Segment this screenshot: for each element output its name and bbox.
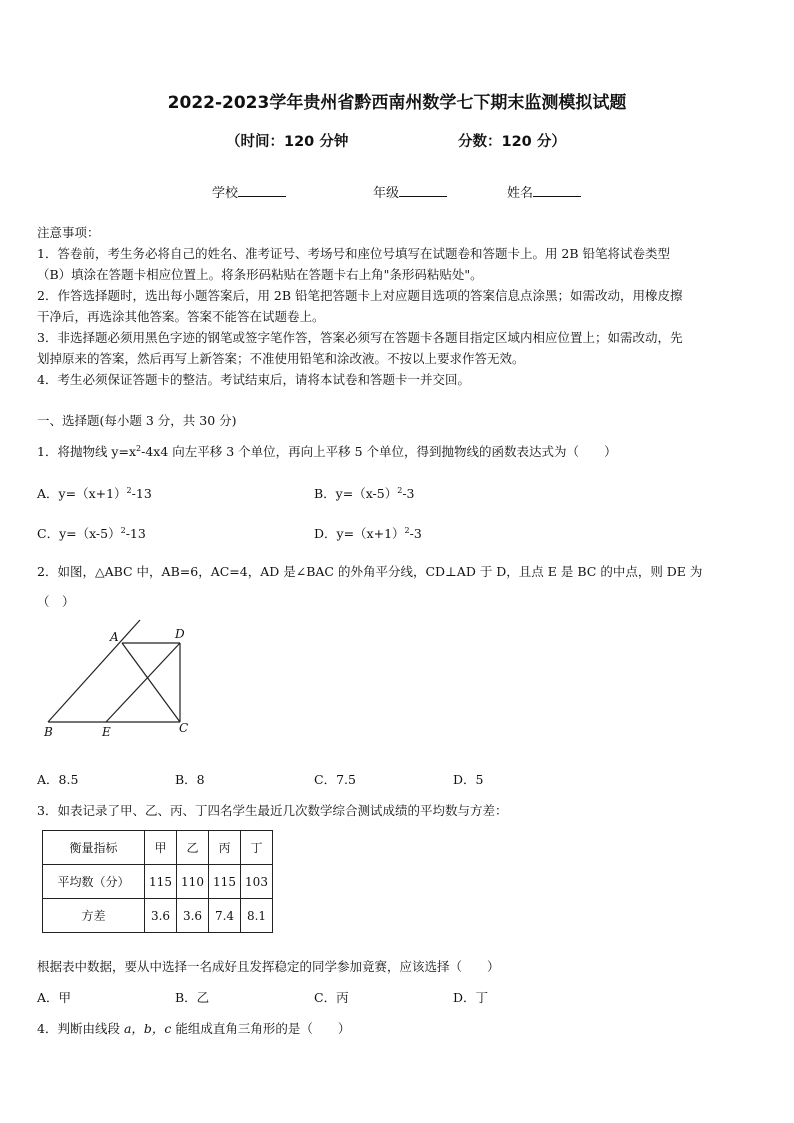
table-cell: 7.4: [209, 899, 241, 933]
school-blank[interactable]: [238, 184, 286, 197]
grade-label: 年级: [373, 186, 400, 201]
notes-heading: 注意事项：: [37, 225, 100, 240]
question-3-followup: 根据表中数据，要从中选择一名成好且发挥稳定的同学参加竟赛，应该选择（ ）: [37, 959, 500, 974]
school-label: 学校: [212, 186, 239, 201]
table-cell: 平均数（分）: [43, 865, 145, 899]
segment-vars: a，b，c: [123, 1021, 172, 1036]
note-line: 1．答卷前，考生务必将自己的姓名、准考证号、考场号和座位号填写在试题卷和答题卡上。用 2B 铅笔将试卷类型: [37, 246, 671, 261]
line-ac: [122, 643, 180, 722]
school-field[interactable]: [212, 182, 286, 201]
label-e: E: [102, 725, 111, 739]
table-header-cell: 衡量指标: [43, 831, 145, 865]
table-cell: 103: [241, 865, 273, 899]
name-label: 姓名: [507, 186, 534, 201]
section-heading: 一、选择题(每小题 3 分，共 30 分): [37, 413, 237, 428]
table-cell: 3.6: [145, 899, 177, 933]
q3-option-d[interactable]: D．丁: [453, 990, 489, 1005]
page-title: 2022-2023学年贵州省黔西南州数学七下期末监测模拟试题: [167, 93, 627, 113]
q2-option-b[interactable]: B．8: [175, 772, 205, 787]
question-1-stem: 1．将抛物线 $y=x^2-4x4$ 向左平移 3 个单位，再向上平移 5 个单位，得到抛物线的函数表达式为（ ）: [37, 443, 617, 459]
table-cell: 8.1: [241, 899, 273, 933]
note-line: 划掉原来的答案，然后再写上新答案；不准使用铅笔和涂改液。不按以上要求作答无效。: [37, 351, 525, 366]
stats-table: [42, 830, 273, 933]
q1-option-c[interactable]: C．$y=(x-5)^2-13$: [37, 525, 146, 541]
time-label: （时间：120 分钟: [226, 134, 349, 150]
question-2-stem-cont: （ ）: [37, 594, 75, 609]
table-header-cell: 丙: [209, 831, 241, 865]
triangle-figure: [30, 615, 210, 745]
note-line: 3．非选择题必须用黑色字迹的钢笔或签字笔作答，答案必须写在答题卡各题目指定区域内相应位置上；如需改动，先: [37, 330, 683, 345]
table-cell: 3.6: [177, 899, 209, 933]
name-field[interactable]: [507, 182, 581, 201]
grade-field[interactable]: [373, 182, 447, 201]
name-blank[interactable]: [533, 184, 581, 197]
table-header-row: [43, 831, 273, 865]
grade-blank[interactable]: [399, 184, 447, 197]
score-label: 分数：120 分）: [458, 134, 566, 150]
table-header-cell: 丁: [241, 831, 273, 865]
line-ba-extended: [48, 620, 140, 722]
table-cell: 110: [177, 865, 209, 899]
q1-option-a[interactable]: A．$y=(x+1)^2-13$: [37, 485, 152, 501]
table-header-cell: 乙: [177, 831, 209, 865]
q3-option-a[interactable]: A．甲: [37, 990, 72, 1005]
q1-option-b[interactable]: B．$y=(x-5)^2-3$: [314, 485, 415, 501]
label-b: B: [44, 725, 53, 739]
q2-option-a[interactable]: A．8.5: [37, 772, 79, 787]
table-cell: 115: [209, 865, 241, 899]
line-ed: [106, 643, 180, 722]
note-line: （B）填涂在答题卡相应位置上。将条形码粘贴在答题卡右上角"条形码粘贴处"。: [37, 267, 483, 282]
table-row: [43, 865, 273, 899]
table-cell: 115: [145, 865, 177, 899]
question-4-stem: 4．判断由线段 a，b，c 能组成直角三角形的是（ ）: [37, 1021, 351, 1036]
label-a: A: [110, 630, 119, 644]
q2-option-d[interactable]: D．5: [453, 772, 484, 787]
label-d: D: [175, 627, 185, 641]
label-c: C: [179, 721, 189, 735]
table-row: [43, 899, 273, 933]
table-cell: 方差: [43, 899, 145, 933]
table-header-cell: 甲: [145, 831, 177, 865]
note-line: 4．考生必须保证答题卡的整洁。考试结束后，请将本试卷和答题卡一并交回。: [37, 372, 470, 387]
note-line: 干净后，再选涂其他答案。答案不能答在试题卷上。: [37, 309, 325, 324]
q2-option-c[interactable]: C．7.5: [314, 772, 356, 787]
q1-option-d[interactable]: D．$y=(x+1)^2-3$: [314, 525, 422, 541]
q3-option-b[interactable]: B．乙: [175, 990, 210, 1005]
q3-option-c[interactable]: C．丙: [314, 990, 349, 1005]
note-line: 2．作答选择题时，选出每小题答案后，用 2B 铅笔把答题卡上对应题目选项的答案信息点涂黑；如需改动，用橡皮擦: [37, 288, 683, 303]
question-2-stem: 2．如图，△ABC 中，AB=6，AC=4，AD 是∠BAC 的外角平分线，CD⊥AD 于 D，且点 E 是 BC 的中点，则 DE 为: [37, 564, 703, 579]
question-3-stem: 3．如表记录了甲、乙、丙、丁四名学生最近几次数学综合测试成绩的平均数与方差：: [37, 803, 508, 818]
